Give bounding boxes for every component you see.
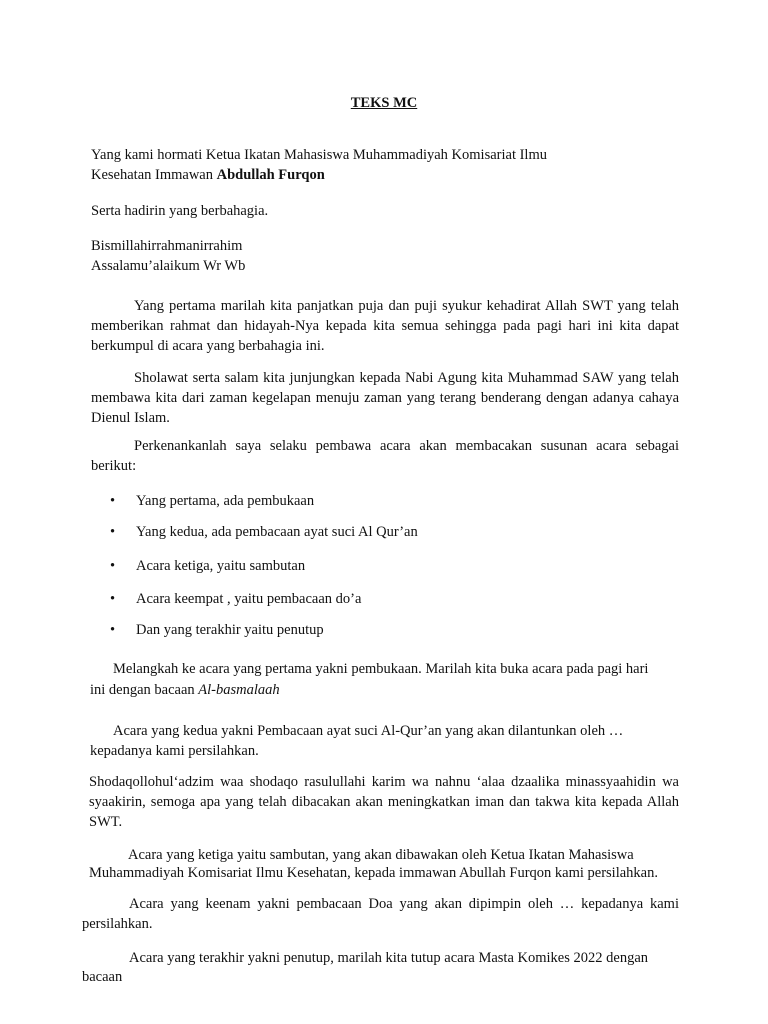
document-title: TEKS MC xyxy=(350,95,418,111)
section-shodaqollohul: Shodaqollohul‘adzim waa shodaqo rasulullahi karim wa nahnu ‘alaa dzaalika minassyaahidin wa syaakirin, semoga apa yang telah dibacakan akan meningkatkan iman dan takwa kita kepada Allah SWT. xyxy=(89,774,679,830)
paragraph-sholawat: Sholawat serta salam kita junjungkan kepada Nabi Agung kita Muhammad SAW yang telah membawa kita dari zaman kegelapan menuju zaman yang terang benderang dengan adanya cahaya Dienul Islam. xyxy=(91,370,679,426)
agenda-item xyxy=(110,522,418,542)
section-opening-line-1: Melangkah ke acara yang pertama yakni pembukaan. Marilah kita buka acara pada pagi hari xyxy=(113,661,649,677)
bullet-icon: • xyxy=(110,558,116,574)
agenda-item-text: Acara keempat , yaitu pembacaan do’a xyxy=(136,591,362,607)
agenda-item-text: Acara ketiga, yaitu sambutan xyxy=(136,558,306,574)
bullet-icon: • xyxy=(110,493,116,509)
section-sambutan-line-1: Acara yang ketiga yaitu sambutan, yang akan dibawakan oleh Ketua Ikatan Mahasiswa xyxy=(128,847,634,863)
section-opening-text: ini dengan bacaan xyxy=(90,682,199,698)
honoree-name: Abdullah Furqon xyxy=(216,167,325,183)
greeting-line-1: Yang kami hormati Ketua Ikatan Mahasiswa Muhammadiyah Komisariat Ilmu xyxy=(91,147,547,163)
agenda-item-text: Dan yang terakhir yaitu penutup xyxy=(136,622,324,638)
paragraph-gratitude: Yang pertama marilah kita panjatkan puja dan puji syukur kehadirat Allah SWT yang telah memberikan rahmat dan hidayah-Nya kepada kita semua sehingga pada pagi hari ini kita dapat berkumpul di acara yang berbahagia ini. xyxy=(91,298,679,354)
section-penutup-line-2: bacaan xyxy=(82,969,123,985)
section-quran-line-2: kepadanya kami persilahkan. xyxy=(90,743,259,759)
audience-greeting: Serta hadirin yang berbahagia. xyxy=(91,203,269,219)
greeting-line-2-text: Kesehatan Immawan xyxy=(91,167,217,183)
section-doa: Acara yang keenam yakni pembacaan Doa yang akan dipimpin oleh … kepadanya kami persilahkan. xyxy=(82,896,679,932)
agenda-item xyxy=(110,556,305,576)
agenda-item xyxy=(110,589,361,609)
bullet-icon: • xyxy=(110,591,116,607)
bullet-icon: • xyxy=(110,622,116,638)
agenda-item-text: Yang pertama, ada pembukaan xyxy=(136,493,315,509)
paragraph-agenda-intro: Perkenankanlah saya selaku pembawa acara akan membacakan susunan acara sebagai berikut: xyxy=(91,438,679,474)
section-penutup-line-1: Acara yang terakhir yakni penutup, marilah kita tutup acara Masta Komikes 2022 dengan xyxy=(129,950,649,966)
section-sambutan-line-2: Muhammadiyah Komisariat Ilmu Kesehatan, kepada immawan Abullah Furqon kami persilahkan. xyxy=(89,865,658,881)
agenda-item-text: Yang kedua, ada pembacaan ayat suci Al Qur’an xyxy=(136,524,418,540)
agenda-item xyxy=(110,620,324,640)
salam-line: Assalamu’alaikum Wr Wb xyxy=(91,258,246,274)
section-quran-line-1: Acara yang kedua yakni Pembacaan ayat suci Al-Qur’an yang akan dilantunkan oleh … xyxy=(113,723,624,739)
agenda-item xyxy=(110,491,314,511)
bismillah-line: Bismillahirrahmanirrahim xyxy=(91,238,243,254)
section-opening-line-2 xyxy=(90,680,280,700)
basmalah-term: Al-basmalaah xyxy=(198,682,280,698)
bullet-icon: • xyxy=(110,524,116,540)
